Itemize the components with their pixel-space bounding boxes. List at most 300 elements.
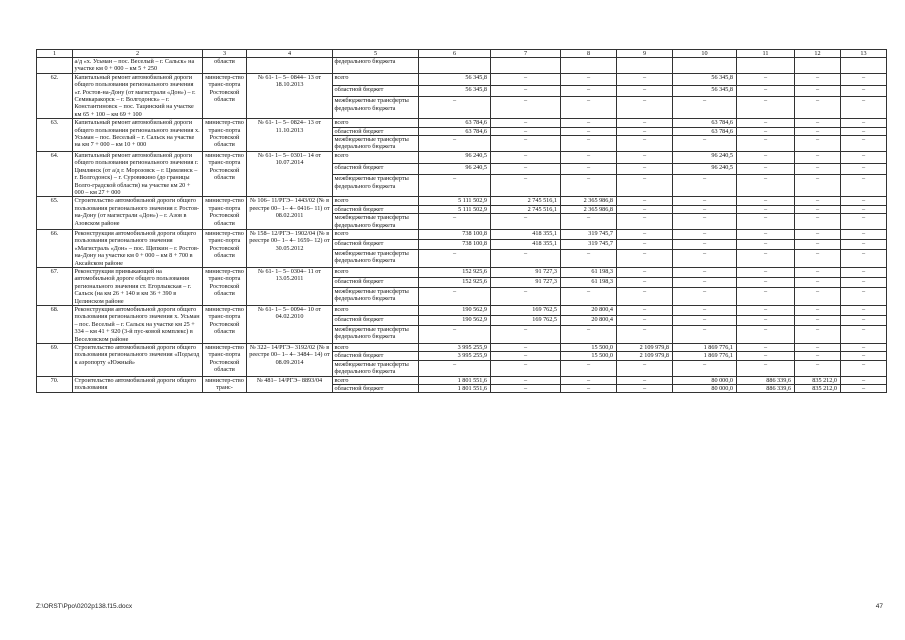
amount-cell: –: [617, 229, 673, 239]
row-number: 68.: [37, 306, 73, 344]
amount-cell: –: [617, 214, 673, 230]
amount-cell: –: [737, 325, 795, 343]
expertise-doc: № 61- 1– 5– 0844– 13 от 18.10.2013: [247, 73, 333, 118]
page-number: 47: [875, 603, 883, 610]
amount-cell: –: [795, 197, 841, 205]
executor: министер-ство транс-порта Ростовской области: [203, 267, 247, 305]
funding-source: межбюджетные трансферты федерального бюджета: [333, 97, 419, 119]
amount-cell: –: [561, 385, 617, 393]
amount-cell: –: [491, 360, 561, 376]
amount-cell: –: [795, 85, 841, 97]
amount-cell: –: [795, 249, 841, 267]
amount-cell: –: [673, 97, 737, 119]
amount-cell: –: [561, 175, 617, 197]
amount-cell: 56 345,8: [673, 73, 737, 85]
amount-cell: 738 100,8: [419, 239, 491, 249]
object-name: Реконструкция автомобильной дороги общего пользования регионального значения «Магистраль «Дон» – пос. Щепкин – г. Ростов-на-Дону на участке км 0 + 000 – км 8 + 700 в Аксайском районе: [73, 229, 203, 267]
table-row: [37, 376, 887, 384]
table-row: [37, 58, 887, 74]
amount-cell: 20 800,4: [561, 315, 617, 325]
amount-cell: 2 745 516,1: [491, 197, 561, 205]
funding-source: областной бюджет: [333, 352, 419, 360]
amount-cell: –: [561, 214, 617, 230]
amount-cell: –: [795, 214, 841, 230]
amount-cell: 80 000,0: [673, 385, 737, 393]
executor: министер-ство транс-: [203, 376, 247, 393]
funding-source: межбюджетные трансферты федерального бюджета: [333, 249, 419, 267]
amount-cell: 56 345,8: [419, 85, 491, 97]
amount-cell: –: [561, 85, 617, 97]
amount-cell: 1 801 551,6: [419, 385, 491, 393]
amount-cell: –: [841, 205, 887, 213]
row-number: 69.: [37, 344, 73, 377]
amount-cell: 2 109 979,8: [617, 352, 673, 360]
amount-cell: 96 240,5: [419, 151, 491, 163]
table-row: [37, 197, 887, 205]
amount-cell: –: [737, 267, 795, 277]
amount-cell: –: [491, 151, 561, 163]
column-number: 1: [37, 50, 73, 58]
amount-cell: 835 212,0: [795, 376, 841, 384]
amount-cell: –: [841, 287, 887, 305]
funding-source: областной бюджет: [333, 277, 419, 287]
expertise-doc: [247, 58, 333, 74]
amount-cell: 2 109 979,8: [617, 344, 673, 352]
amount-cell: –: [491, 175, 561, 197]
amount-cell: –: [737, 73, 795, 85]
amount-cell: –: [795, 205, 841, 213]
amount-cell: –: [841, 214, 887, 230]
table-row: [37, 229, 887, 239]
amount-cell: –: [795, 127, 841, 135]
amount-cell: –: [419, 360, 491, 376]
expertise-doc: № 158– 12/РГЭ– 1902/04 (№ в реестре 00– 1– 4– 1659– 12) от 30.05.2012: [247, 229, 333, 267]
amount-cell: [737, 58, 795, 74]
amount-cell: –: [617, 85, 673, 97]
column-number: 3: [203, 50, 247, 58]
amount-cell: –: [841, 344, 887, 352]
amount-cell: –: [841, 239, 887, 249]
object-name: Капитальный ремонт автомобильной дороги общего пользования регионального значения х. Усьман – пос. Веселый – г. Сальск на участке на км 7 + 000 – км 10 + 000: [73, 119, 203, 152]
program-table: [36, 49, 887, 393]
amount-cell: –: [419, 249, 491, 267]
amount-cell: –: [795, 119, 841, 127]
amount-cell: –: [491, 352, 561, 360]
amount-cell: –: [561, 325, 617, 343]
funding-source: всего: [333, 344, 419, 352]
funding-source: межбюджетные трансферты федерального бюджета: [333, 325, 419, 343]
amount-cell: –: [491, 85, 561, 97]
amount-cell: –: [491, 249, 561, 267]
amount-cell: –: [795, 325, 841, 343]
amount-cell: –: [737, 85, 795, 97]
funding-source: областной бюджет: [333, 163, 419, 175]
amount-cell: 96 240,5: [419, 163, 491, 175]
amount-cell: –: [617, 197, 673, 205]
column-number: 10: [673, 50, 737, 58]
amount-cell: –: [491, 136, 561, 152]
table-row: [37, 344, 887, 352]
amount-cell: –: [419, 214, 491, 230]
row-number: 66.: [37, 229, 73, 267]
expertise-doc: № 322– 14/РГЭ– 3192/02 (№ в реестре 00– 1– 4– 3484– 14) от 08.09.2014: [247, 344, 333, 377]
column-number: 9: [617, 50, 673, 58]
expertise-doc: № 61- 1– 5– 0304– 11 от 13.05.2011: [247, 267, 333, 305]
funding-source: межбюджетные трансферты федерального бюджета: [333, 214, 419, 230]
amount-cell: 2 745 516,1: [491, 205, 561, 213]
amount-cell: –: [841, 73, 887, 85]
amount-cell: –: [561, 376, 617, 384]
funding-source: всего: [333, 376, 419, 384]
amount-cell: –: [737, 214, 795, 230]
amount-cell: –: [491, 119, 561, 127]
amount-cell: –: [737, 277, 795, 287]
amount-cell: –: [617, 119, 673, 127]
row-number: 64.: [37, 151, 73, 196]
amount-cell: –: [491, 127, 561, 135]
amount-cell: –: [841, 127, 887, 135]
amount-cell: 91 727,3: [491, 277, 561, 287]
column-number: 4: [247, 50, 333, 58]
amount-cell: –: [795, 287, 841, 305]
amount-cell: –: [795, 267, 841, 277]
amount-cell: –: [673, 277, 737, 287]
amount-cell: 1 801 551,6: [419, 376, 491, 384]
amount-cell: 56 345,8: [673, 85, 737, 97]
amount-cell: –: [673, 325, 737, 343]
amount-cell: –: [491, 325, 561, 343]
amount-cell: –: [795, 306, 841, 316]
amount-cell: –: [841, 360, 887, 376]
amount-cell: –: [841, 85, 887, 97]
amount-cell: –: [841, 197, 887, 205]
amount-cell: 3 995 255,9: [419, 344, 491, 352]
amount-cell: –: [795, 344, 841, 352]
amount-cell: 169 762,5: [491, 306, 561, 316]
amount-cell: –: [737, 163, 795, 175]
amount-cell: –: [737, 360, 795, 376]
amount-cell: –: [673, 360, 737, 376]
amount-cell: –: [841, 229, 887, 239]
amount-cell: –: [419, 97, 491, 119]
amount-cell: 319 745,7: [561, 229, 617, 239]
amount-cell: [419, 58, 491, 74]
table-row: [37, 306, 887, 316]
amount-cell: –: [673, 205, 737, 213]
amount-cell: –: [841, 136, 887, 152]
object-name: Реконструкция автомобильной дороги общего пользования регионального значения х. Усьман – пос. Веселый – г. Сальск на участке км 25 + 334 – км 41 + 920 (3-й пус-ковой комплекс) в Веселовском районе: [73, 306, 203, 344]
object-name: Строительство автомобильной дороги общего пользования регионального значения г. Ростов-на-Дону (от магистрали «Дон») – г. Азов в Азовском районе: [73, 197, 203, 230]
funding-source: областной бюджет: [333, 85, 419, 97]
funding-source: всего: [333, 267, 419, 277]
amount-cell: –: [491, 287, 561, 305]
amount-cell: 190 562,9: [419, 306, 491, 316]
header-row: [37, 50, 887, 58]
expertise-doc: № 61- 1– 5– 0301– 14 от 10.07.2014: [247, 151, 333, 196]
amount-cell: –: [491, 73, 561, 85]
amount-cell: –: [561, 249, 617, 267]
funding-source: всего: [333, 229, 419, 239]
amount-cell: 5 111 502,9: [419, 197, 491, 205]
amount-cell: –: [491, 214, 561, 230]
amount-cell: 61 198,3: [561, 267, 617, 277]
funding-source: межбюджетные трансферты федерального бюджета: [333, 136, 419, 152]
funding-source: федерального бюджета: [333, 58, 419, 74]
amount-cell: –: [673, 267, 737, 277]
amount-cell: –: [841, 119, 887, 127]
amount-cell: 91 727,3: [491, 267, 561, 277]
amount-cell: –: [841, 163, 887, 175]
amount-cell: –: [419, 175, 491, 197]
amount-cell: –: [841, 306, 887, 316]
amount-cell: [561, 58, 617, 74]
amount-cell: –: [491, 344, 561, 352]
amount-cell: –: [561, 73, 617, 85]
amount-cell: –: [561, 136, 617, 152]
amount-cell: –: [617, 385, 673, 393]
amount-cell: –: [795, 277, 841, 287]
amount-cell: –: [673, 287, 737, 305]
amount-cell: –: [673, 239, 737, 249]
amount-cell: –: [737, 151, 795, 163]
amount-cell: –: [841, 385, 887, 393]
column-number: 8: [561, 50, 617, 58]
amount-cell: –: [737, 175, 795, 197]
object-name: Реконструкция примыкающей на автомобильной дороге общего пользования регионального значения ст. Егорлыкская – г. Сальск (на км 26 + 140 и км 36 + 390 в Целинском районе: [73, 267, 203, 305]
amount-cell: –: [841, 352, 887, 360]
amount-cell: –: [795, 360, 841, 376]
amount-cell: –: [737, 229, 795, 239]
object-name: Строительство автомобильной дороги общего пользования: [73, 376, 203, 393]
executor: министер-ство транс-порта Ростовской области: [203, 197, 247, 230]
row-number: [37, 58, 73, 74]
expertise-doc: № 106– 11/РГЭ– 1443/02 (№ в реестре 00– 1– 4– 0416– 11) от 08.02.2011: [247, 197, 333, 230]
amount-cell: 152 925,6: [419, 277, 491, 287]
amount-cell: 63 784,6: [673, 119, 737, 127]
row-number: 63.: [37, 119, 73, 152]
amount-cell: 2 365 986,8: [561, 205, 617, 213]
amount-cell: –: [841, 277, 887, 287]
amount-cell: 418 355,1: [491, 229, 561, 239]
amount-cell: –: [841, 97, 887, 119]
funding-source: всего: [333, 306, 419, 316]
row-number: 67.: [37, 267, 73, 305]
amount-cell: 80 000,0: [673, 376, 737, 384]
funding-source: всего: [333, 73, 419, 85]
amount-cell: 886 339,6: [737, 376, 795, 384]
amount-cell: –: [617, 249, 673, 267]
amount-cell: 152 925,6: [419, 267, 491, 277]
amount-cell: –: [737, 136, 795, 152]
amount-cell: 20 800,4: [561, 306, 617, 316]
amount-cell: –: [841, 376, 887, 384]
amount-cell: –: [737, 344, 795, 352]
amount-cell: –: [737, 127, 795, 135]
amount-cell: [841, 58, 887, 74]
column-number: 11: [737, 50, 795, 58]
column-number: 5: [333, 50, 419, 58]
amount-cell: –: [795, 175, 841, 197]
amount-cell: [673, 58, 737, 74]
amount-cell: –: [795, 315, 841, 325]
amount-cell: –: [617, 205, 673, 213]
amount-cell: –: [617, 306, 673, 316]
amount-cell: –: [673, 175, 737, 197]
amount-cell: 3 995 255,9: [419, 352, 491, 360]
amount-cell: [795, 58, 841, 74]
funding-source: всего: [333, 119, 419, 127]
amount-cell: –: [561, 360, 617, 376]
expertise-doc: № 61- 1– 5– 0824– 13 от 11.10.2013: [247, 119, 333, 152]
object-name: Строительство автомобильной дороги общего пользования регионального значения «Подъезд к аэропорту «Южный»: [73, 344, 203, 377]
amount-cell: –: [737, 205, 795, 213]
amount-cell: –: [617, 151, 673, 163]
amount-cell: –: [673, 197, 737, 205]
object-name: а/д «х. Усьман – пос. Веселый – г. Сальск» на участке км 0 + 000 – км 5 + 250: [73, 58, 203, 74]
amount-cell: –: [737, 239, 795, 249]
amount-cell: 63 784,6: [419, 119, 491, 127]
amount-cell: 5 111 502,9: [419, 205, 491, 213]
object-name: Капитальный ремонт автомобильной дороги общего пользования регионального значения «г. Ростов-на-Дону (от магистрали «Дон») – г. Семикаракорск – г. Волгодонск» – г. Константиновск – пос. Тацинский на участке км 65 + 100 – км 69 + 100: [73, 73, 203, 118]
amount-cell: –: [673, 249, 737, 267]
amount-cell: 61 198,3: [561, 277, 617, 287]
row-number: 70.: [37, 376, 73, 393]
executor: министер-ство транс-порта Ростовской области: [203, 119, 247, 152]
amount-cell: –: [673, 136, 737, 152]
file-path: Z:\ORST\Ppo\0202p138.f15.docx: [36, 603, 133, 610]
amount-cell: –: [617, 360, 673, 376]
amount-cell: –: [561, 127, 617, 135]
column-number: 13: [841, 50, 887, 58]
amount-cell: –: [737, 249, 795, 267]
amount-cell: 169 762,5: [491, 315, 561, 325]
column-number: 12: [795, 50, 841, 58]
executor: министер-ство транс-порта Ростовской области: [203, 73, 247, 118]
amount-cell: 63 784,6: [419, 127, 491, 135]
funding-source: всего: [333, 151, 419, 163]
funding-source: областной бюджет: [333, 205, 419, 213]
amount-cell: 190 562,9: [419, 315, 491, 325]
amount-cell: 1 869 776,1: [673, 344, 737, 352]
row-number: 65.: [37, 197, 73, 230]
amount-cell: 1 869 776,1: [673, 352, 737, 360]
amount-cell: –: [795, 163, 841, 175]
amount-cell: –: [617, 175, 673, 197]
amount-cell: –: [673, 214, 737, 230]
amount-cell: –: [491, 385, 561, 393]
amount-cell: –: [617, 376, 673, 384]
amount-cell: –: [795, 239, 841, 249]
amount-cell: –: [617, 315, 673, 325]
amount-cell: –: [795, 73, 841, 85]
amount-cell: –: [737, 315, 795, 325]
amount-cell: –: [561, 287, 617, 305]
amount-cell: –: [737, 197, 795, 205]
amount-cell: –: [841, 325, 887, 343]
amount-cell: –: [737, 97, 795, 119]
amount-cell: –: [795, 136, 841, 152]
funding-source: всего: [333, 197, 419, 205]
amount-cell: –: [841, 151, 887, 163]
amount-cell: –: [841, 249, 887, 267]
amount-cell: –: [617, 325, 673, 343]
amount-cell: –: [617, 267, 673, 277]
amount-cell: 2 365 986,8: [561, 197, 617, 205]
executor: министер-ство транс-порта Ростовской области: [203, 306, 247, 344]
amount-cell: –: [419, 325, 491, 343]
amount-cell: –: [617, 97, 673, 119]
amount-cell: –: [617, 127, 673, 135]
amount-cell: 418 355,1: [491, 239, 561, 249]
amount-cell: –: [737, 287, 795, 305]
amount-cell: 96 240,5: [673, 151, 737, 163]
amount-cell: –: [491, 163, 561, 175]
table-row: [37, 267, 887, 277]
funding-source: областной бюджет: [333, 127, 419, 135]
amount-cell: –: [617, 163, 673, 175]
amount-cell: –: [561, 151, 617, 163]
amount-cell: –: [561, 163, 617, 175]
row-number: 62.: [37, 73, 73, 118]
amount-cell: –: [795, 352, 841, 360]
amount-cell: [491, 58, 561, 74]
amount-cell: –: [673, 306, 737, 316]
amount-cell: –: [795, 229, 841, 239]
amount-cell: –: [737, 352, 795, 360]
column-number: 2: [73, 50, 203, 58]
expertise-doc: № 61- 1– 5– 0094– 10 от 04.02.2010: [247, 306, 333, 344]
funding-source: межбюджетные трансферты федерального бюджета: [333, 360, 419, 376]
funding-source: межбюджетные трансферты федерального бюджета: [333, 175, 419, 197]
amount-cell: –: [673, 229, 737, 239]
executor: области: [203, 58, 247, 74]
object-name: Капитальный ремонт автомобильной дороги общего пользования регионального значения г. Цимлянск (от а/д г. Морозовск – г. Цимлянск – г. Волгодонск) – г. Суровикино (до границы Волго-градской области) на участке км 20 + 000 – км 27 + 000: [73, 151, 203, 196]
amount-cell: –: [617, 287, 673, 305]
amount-cell: –: [841, 315, 887, 325]
funding-source: областной бюджет: [333, 385, 419, 393]
funding-source: областной бюджет: [333, 239, 419, 249]
executor: министер-ство транс-порта Ростовской области: [203, 151, 247, 196]
amount-cell: 835 212,0: [795, 385, 841, 393]
amount-cell: –: [561, 97, 617, 119]
table-row: [37, 151, 887, 163]
amount-cell: 96 240,5: [673, 163, 737, 175]
table-row: [37, 119, 887, 127]
executor: министер-ство транс-порта Ростовской области: [203, 229, 247, 267]
amount-cell: –: [617, 73, 673, 85]
amount-cell: 319 745,7: [561, 239, 617, 249]
table-row: [37, 73, 887, 85]
amount-cell: –: [419, 287, 491, 305]
amount-cell: 15 500,0: [561, 344, 617, 352]
amount-cell: –: [617, 136, 673, 152]
amount-cell: [617, 58, 673, 74]
amount-cell: –: [795, 97, 841, 119]
amount-cell: 738 100,8: [419, 229, 491, 239]
expertise-doc: № 481– 14/РГЭ– 8893/04: [247, 376, 333, 393]
amount-cell: 886 339,6: [737, 385, 795, 393]
amount-cell: –: [419, 136, 491, 152]
amount-cell: –: [737, 306, 795, 316]
amount-cell: –: [617, 277, 673, 287]
executor: министер-ство транс-порта Ростовской области: [203, 344, 247, 377]
amount-cell: 15 500,0: [561, 352, 617, 360]
amount-cell: –: [561, 119, 617, 127]
amount-cell: –: [841, 175, 887, 197]
amount-cell: –: [795, 151, 841, 163]
amount-cell: –: [491, 376, 561, 384]
amount-cell: –: [673, 315, 737, 325]
